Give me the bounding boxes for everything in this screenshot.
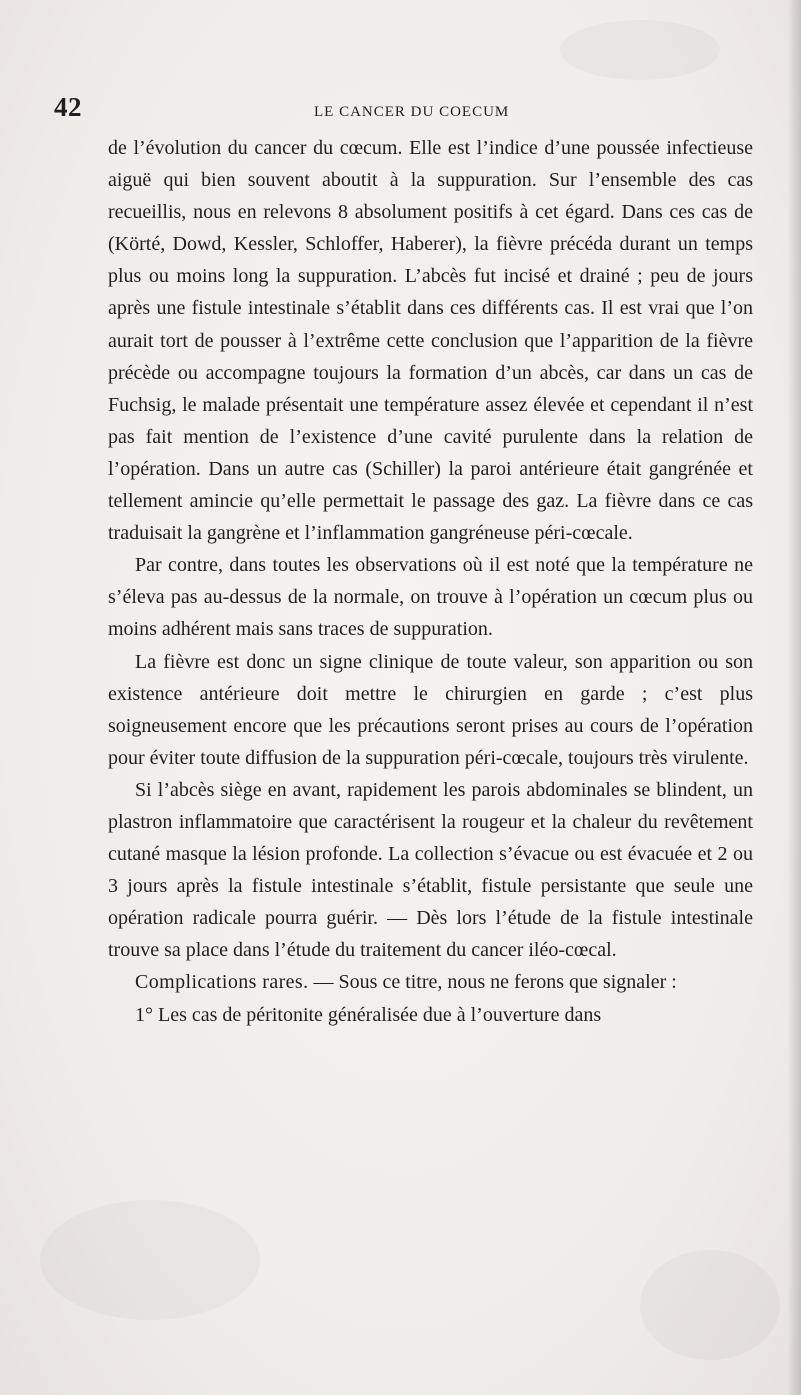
- body-text: [108, 132, 753, 1031]
- paragraph-3: La fièvre est donc un signe clinique de toute valeur, son apparition ou son existence antérieure doit mettre le chirurgien en garde ; c’est plus soigneusement encore que les précautions seront prises au cours de l’opération pour éviter toute diffusion de la suppuration péri-cœcale, toujours très virulente.: [108, 650, 753, 769]
- paragraph-complications: [108, 966, 753, 998]
- paragraph-1: de l’évolution du cancer du cœcum. Elle est l’indice d’une poussée infectieuse aiguë qui bien souvent aboutit à la suppuration. Sur l’ensemble des cas recueillis, nous en relevons 8 absolument positifs à cet égard. Dans ces cas de (Körté, Dowd, Kessler, Schloffer, Haberer), la fièvre précéda durant un temps plus ou moins long la suppuration. L’abcès fut incisé et drainé ; peu de jours après une fistule intestinale s’établit dans ces différents cas. Il est vrai que l’on aurait tort de pousser à l’extrême cette conclusion que l’apparition de la fièvre précède ou accompagne toujours la formation d’un abcès, car dans un cas de Fuchsig, le malade présentait une température assez élevée et cependant il n’est pas fait mention de l’existence d’une cavité purulente dans la relation de l’opération. Dans un autre cas (Schiller) la paroi antérieure était gangrénée et tellement amincie qu’elle permettait le passage des gaz. La fièvre dans ce cas traduisait la gangrène et l’inflammation gangréneuse péri-cœcale.: [108, 137, 753, 545]
- complications-text: — Sous ce titre, nous ne ferons que signaler :: [308, 971, 677, 994]
- complications-heading: Complications rares.: [135, 971, 309, 994]
- page-header: [54, 92, 744, 128]
- running-title: LE CANCER DU COECUM: [314, 104, 510, 120]
- list-item-1: 1° Les cas de péritonite généralisée due à l’ouverture dans: [135, 1003, 602, 1026]
- page-number: 42: [54, 92, 82, 122]
- paragraph-2: Par contre, dans toutes les observations où il est noté que la température ne s’éleva pas au-dessus de la normale, on trouve à l’opération un cœcum plus ou moins adhérent mais sans traces de suppuration.: [108, 554, 753, 641]
- page-edge-shadow: [787, 0, 801, 1395]
- paragraph-4: Si l’abcès siège en avant, rapidement les parois abdominales se blindent, un plastron inflammatoire que caractérisent la rougeur et la chaleur du revêtement cutané masque la lésion profonde. La collection s’évacue ou est évacuée et 2 ou 3 jours après la fistule intestinale s’établit, fistule persistante que seule une opération radicale pourra guérir. — Dès lors l’étude de la fistule intestinale trouve sa place dans l’étude du traitement du cancer iléo-cœcal.: [108, 778, 753, 962]
